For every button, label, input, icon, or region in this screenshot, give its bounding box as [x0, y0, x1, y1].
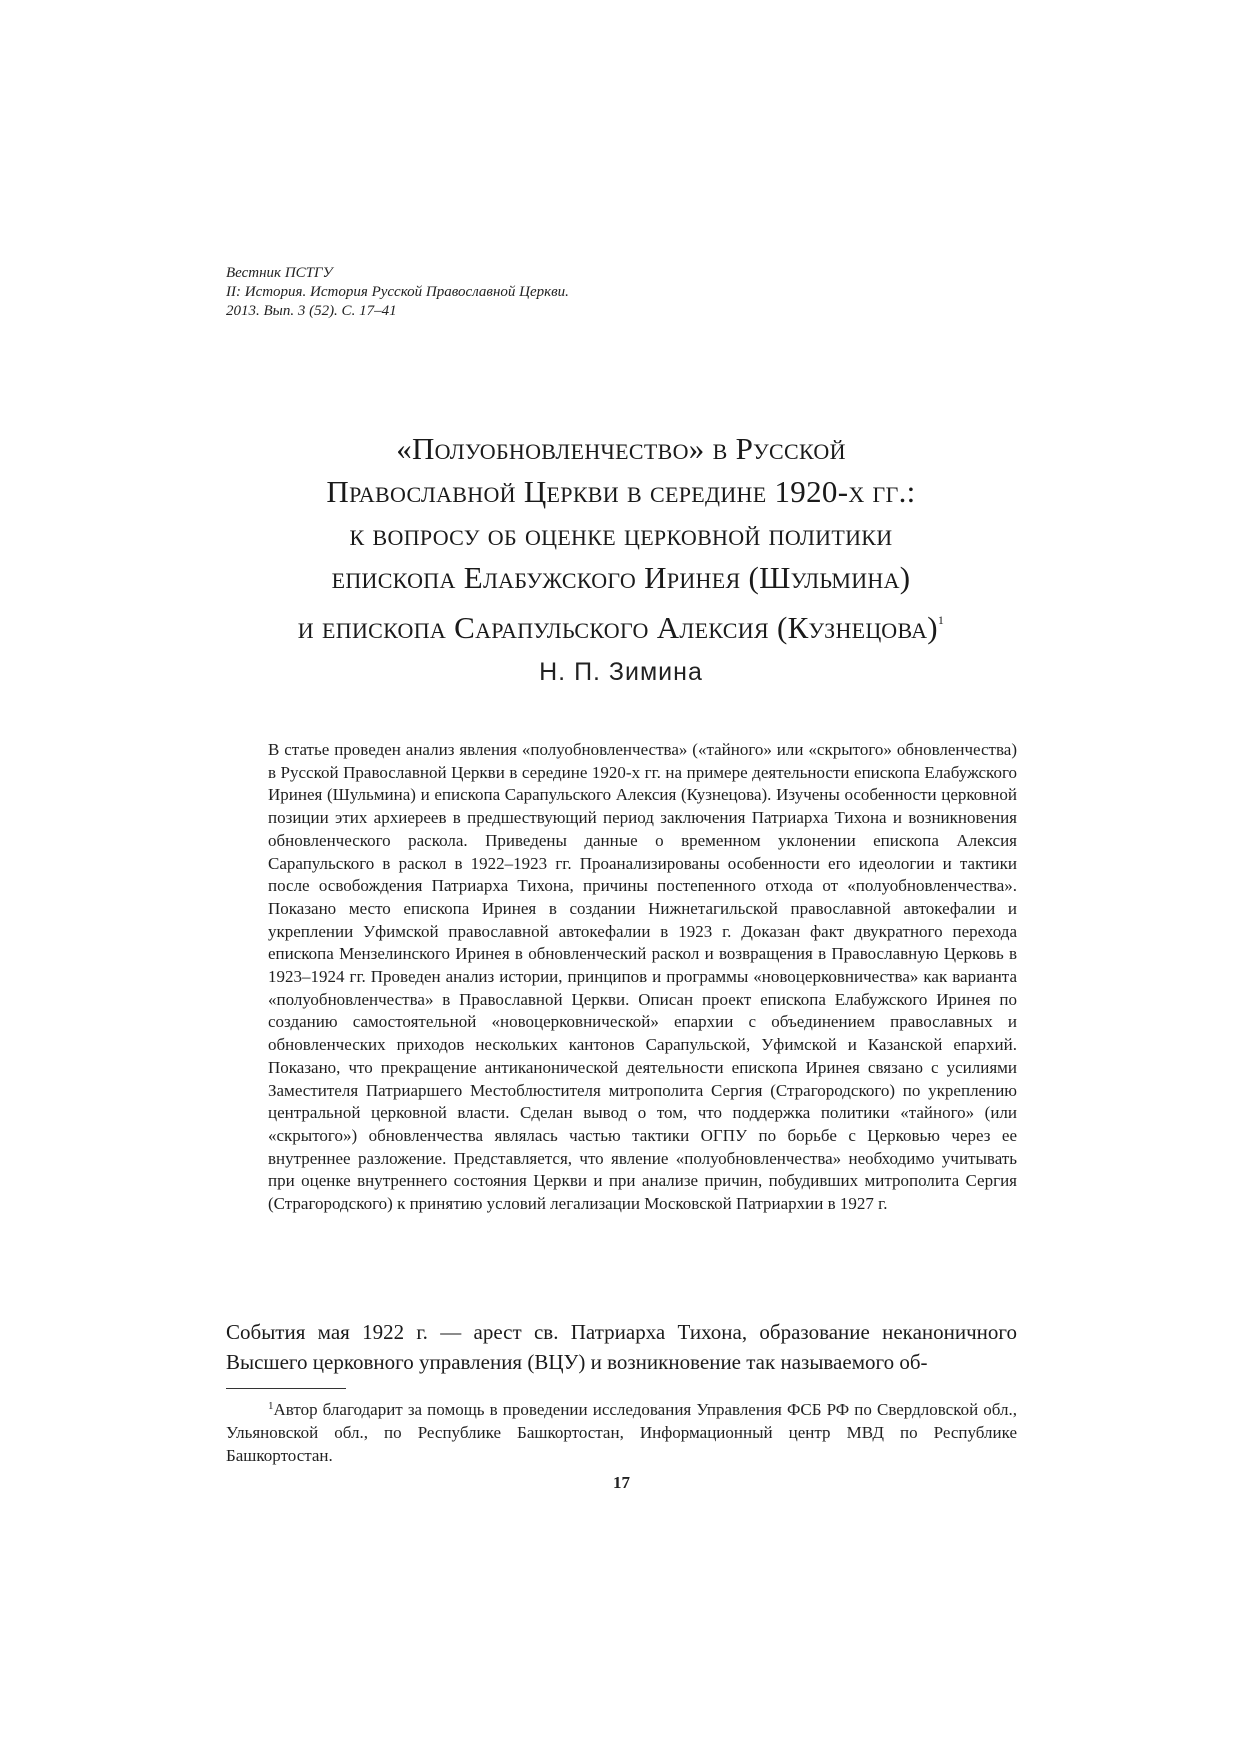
title-line-2: Православной Церкви в середине 1920-х гг.:	[326, 474, 916, 509]
abstract: В статье проведен анализ явления «полуобновленчества» («тайного» или «скрытого» обновленчества) в Русской Православной Церкви в середине 1920-х гг. на примере деятельности епископа Елабужского Иринея (Шульмина) и епископа Сарапульского Алексия (Кузнецова). Изучены особенности церковной позиции этих архиереев в предшествующий период заключения Патриарха Тихона и возникновения обновленческого раскола. Приведены данные о временном уклонении епископа Алексия Сарапульского в раскол в 1922–1923 гг. Проанализированы особенности его идеологии и тактики после освобождения Патриарха Тихона, причины постепенного отхода от «полуобновленчества». Показано место епископа Иринея в создании Нижнетагильской православной автокефалии и укреплении Уфимской православной автокефалии в 1923 г. Доказан факт двукратного перехода епископа Мензелинского Иринея в обновленческий раскол и возвращения в Православную Церковь в 1923–1924 гг. Проведен анализ истории, принципов и программы «новоцерковничества» как варианта «полуобновленчества» в Православной Церкви. Описан проект епископа Елабужского Иринея по созданию самостоятельной «новоцерковнической» епархии с объединением православных и обновленческих приходов нескольких кантонов Сарапульской, Уфимской и Казанской епархий. Показано, что прекращение антиканонической деятельности епископа Иринея связано с усилиями Заместителя Патриаршего Местоблюстителя митрополита Сергия (Страгородского) по укреплению центральной церковной власти. Сделан вывод о том, что поддержка политики «тайного» (или «скрытого») обновленчества являлась частью тактики ОГПУ по борьбе с Церковью через ее внутреннее разложение. Представляется, что явление «полуобновленчества» необходимо учитывать при оценке внутреннего состояния Церкви и при анализе причин, побудивших митрополита Сергия (Страгородского) к принятию условий легализации Московской Патриархии в 1927 г.	[268, 740, 1017, 1214]
footnote-text-wrapper	[226, 1395, 1017, 1467]
footnote-marker: 1	[268, 1400, 274, 1412]
footnote-text: Автор благодарит за помощь в проведении исследования Управления ФСБ РФ по Свердловской обл., Ульяновской обл., по Республике Башкортостан, Информационный центр МВД по Республике Башкортостан.	[226, 1400, 1017, 1465]
title-line-5: и епископа Сарапульского Алексия (Кузнецова)	[297, 610, 938, 645]
title-line-5-wrapper	[226, 599, 1016, 649]
body-paragraph: События мая 1922 г. — арест св. Патриарха Тихона, образование неканоничного Высшего церковного управления (ВЦУ) и возникновение так называемого об-	[226, 1320, 1017, 1374]
author-name: Н. П. Зимина	[539, 658, 703, 686]
journal-issue: 2013. Вып. 3 (52). С. 17–41	[226, 303, 397, 319]
title-line-3: к вопросу об оценке церковной политики	[349, 517, 893, 552]
title-footnote-marker: 1	[937, 613, 945, 627]
footnote	[226, 1395, 1017, 1467]
journal-name: Вестник ПСТГУ	[226, 265, 333, 281]
journal-header	[226, 264, 569, 321]
article-title	[226, 427, 1016, 649]
journal-series: II: История. История Русской Православной Церкви.	[226, 284, 569, 300]
title-line-4: епископа Елабужского Иринея (Шульмина)	[331, 560, 911, 595]
page-number: 17	[613, 1473, 630, 1492]
title-line-1: «Полуобновленчество» в Русской	[396, 431, 846, 466]
footnote-divider	[226, 1388, 346, 1389]
